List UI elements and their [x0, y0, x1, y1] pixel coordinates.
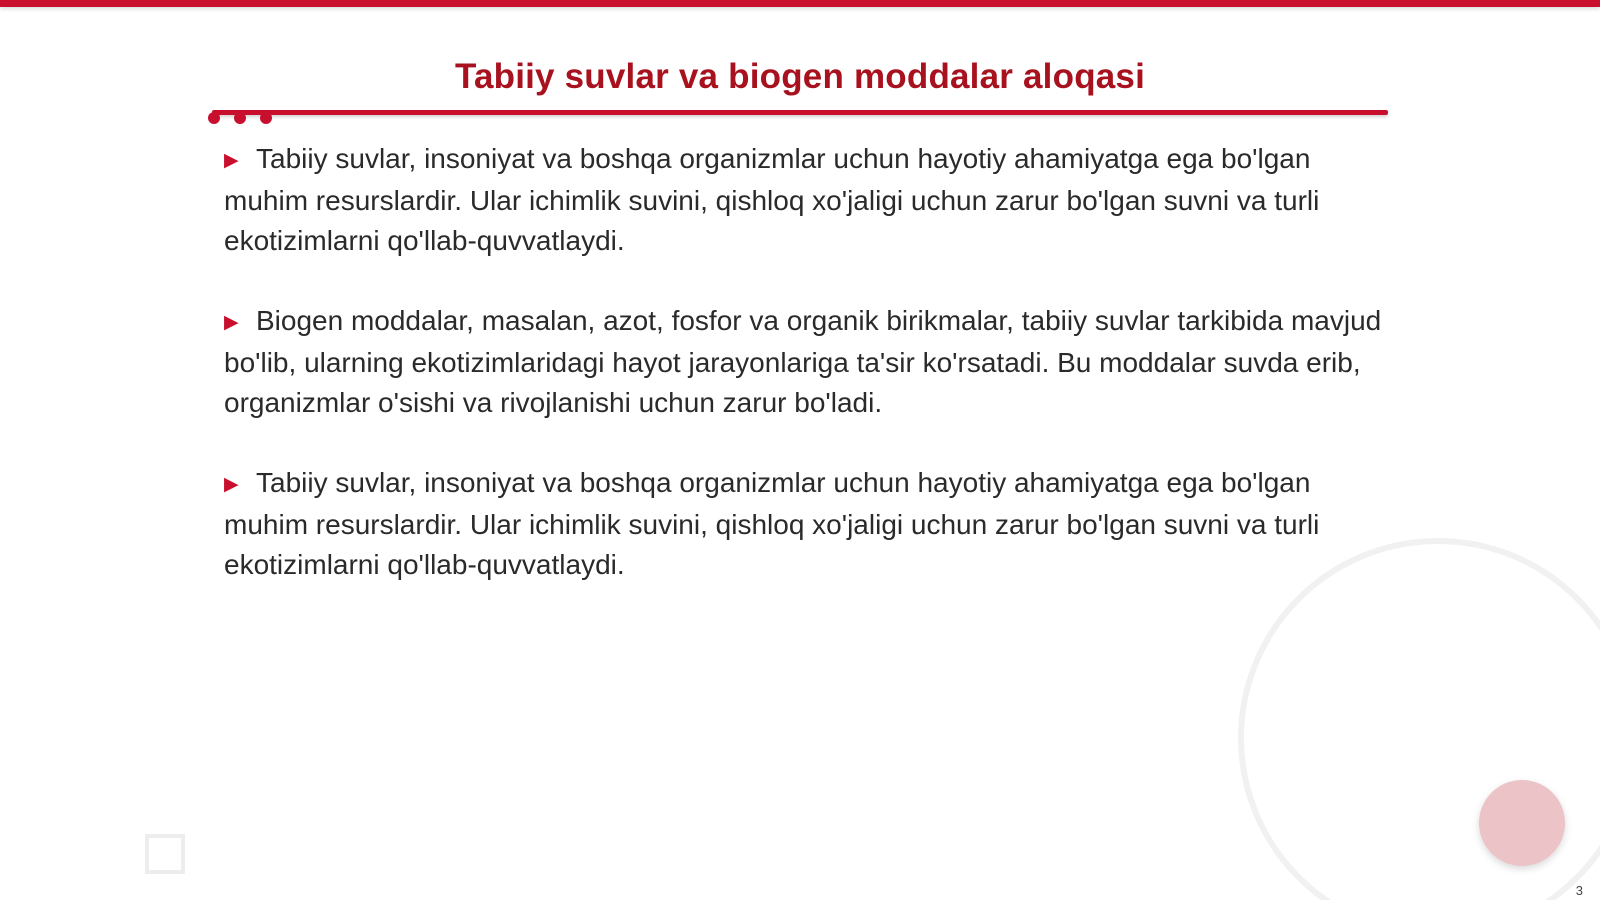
- decorative-pink-circle: [1479, 780, 1565, 866]
- triangle-bullet-icon: ▶: [224, 474, 239, 495]
- underline-dot: [234, 112, 246, 124]
- bullet-list: [224, 139, 1384, 625]
- bullet-item: [224, 139, 1384, 261]
- bullet-text: Tabiiy suvlar, insoniyat va boshqa organizmlar uchun hayotiy ahamiyatga ega bo'lgan muhim resurslardir. Ular ichimlik suvini, qishloq xo'jaligi uchun zarur bo'lgan suvni va turli ekotizimlarni qo'llab-quvvatlaydi.: [224, 467, 1320, 580]
- bullet-text: Biogen moddalar, masalan, azot, fosfor va organik birikmalar, tabiiy suvlar tarkibida mavjud bo'lib, ularning ekotizimlaridagi hayot jarayonlariga ta'sir ko'rsatadi. Bu moddalar suvda erib, organizmlar o'sishi va rivojlanishi uchun zarur bo'ladi.: [224, 305, 1382, 418]
- underline-dot: [208, 112, 220, 124]
- top-accent-bar: [0, 0, 1600, 7]
- bullet-text: Tabiiy suvlar, insoniyat va boshqa organizmlar uchun hayotiy ahamiyatga ega bo'lgan muhim resurslardir. Ular ichimlik suvini, qishloq xo'jaligi uchun zarur bo'lgan suvni va turli ekotizimlarni qo'llab-quvvatlaydi.: [224, 143, 1320, 256]
- bullet-item: [224, 301, 1384, 423]
- triangle-bullet-icon: ▶: [224, 312, 239, 333]
- bullet-item: [224, 463, 1384, 585]
- decorative-square: [145, 834, 185, 874]
- underline-dot: [260, 112, 272, 124]
- page-number: 3: [1575, 883, 1583, 898]
- title-underline: [212, 110, 1388, 115]
- triangle-bullet-icon: ▶: [224, 150, 239, 171]
- slide-title: Tabiiy suvlar va biogen moddalar aloqasi: [454, 57, 1146, 96]
